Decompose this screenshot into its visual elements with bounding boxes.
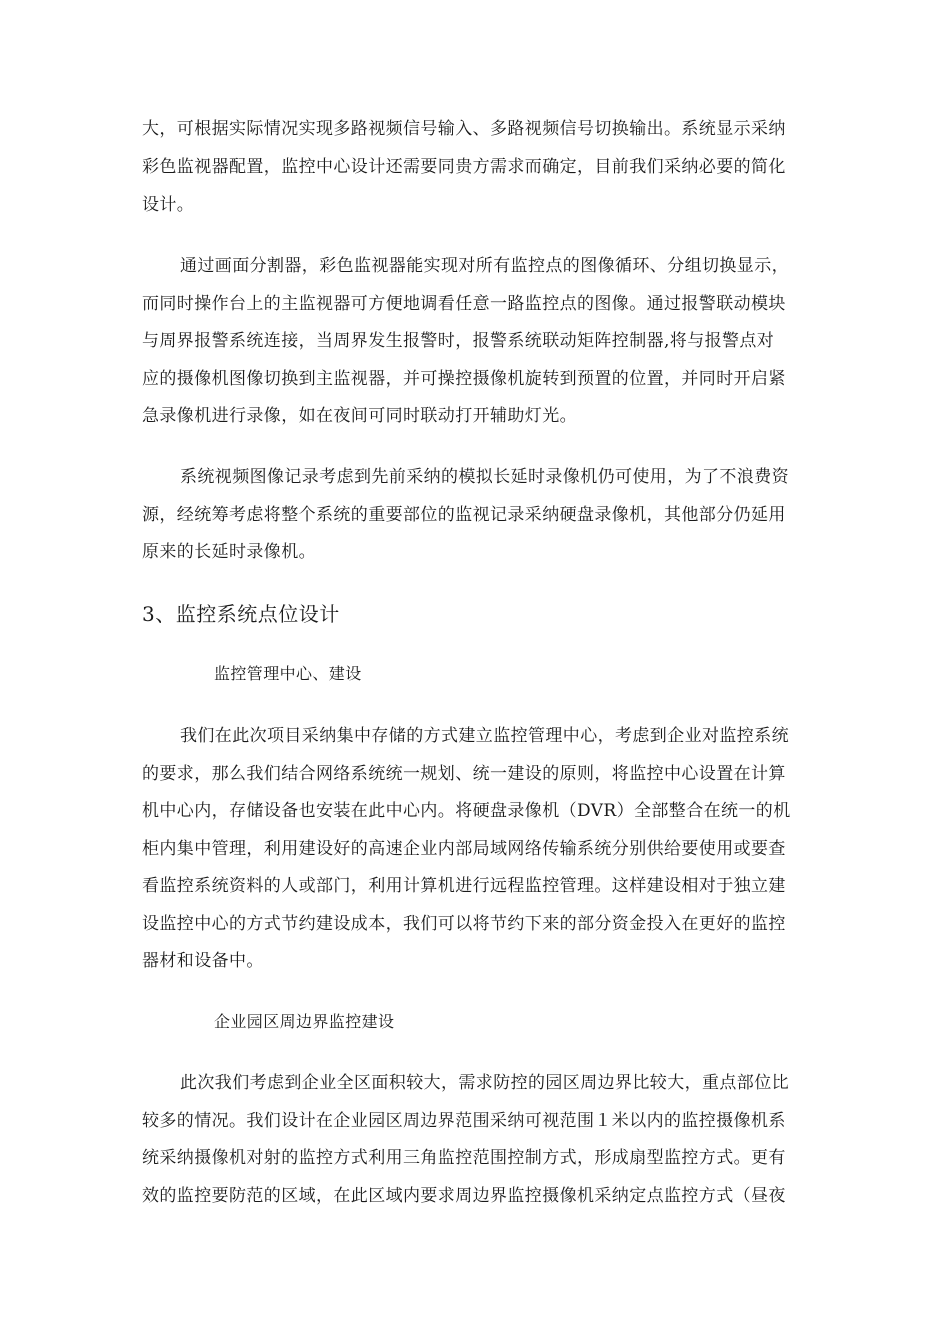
paragraph-4-line-7: 器材和设备中。 xyxy=(142,951,264,971)
paragraph-5-line-2: 较多的情况。我们设计在企业园区周边界范围采纳可视范围１米以内的监控摄像机系 xyxy=(142,1111,786,1131)
paragraph-4-line-5: 看监控系统资料的人或部门，利用计算机进行远程监控管理。这样建设相对于独立建 xyxy=(142,876,786,896)
paragraph-4-line-4: 柜内集中管理，利用建设好的高速企业内部局域网络传输系统分别供给要使用或要查 xyxy=(142,839,786,859)
paragraph-2-line-3: 与周界报警系统连接，当周界发生报警时，报警系统联动矩阵控制器,将与报警点对 xyxy=(142,331,775,351)
paragraph-1-line-2: 彩色监视器配置，监控中心设计还需要同贵方需求而确定，目前我们采纳必要的简化 xyxy=(142,157,786,177)
paragraph-2-line-1: 通过画面分割器，彩色监视器能实现对所有监控点的图像循环、分组切换显示， xyxy=(180,256,789,276)
subheading-perimeter-monitoring: 企业园区周边界监控建设 xyxy=(214,1012,395,1031)
paragraph-1-line-3: 设计。 xyxy=(142,195,195,215)
paragraph-4-line-3: 机中心内，存储设备也安装在此中心内。将硬盘录像机（DVR）全部整合在统一的机 xyxy=(142,801,791,821)
paragraph-4-line-1: 我们在此次项目采纳集中存储的方式建立监控管理中心，考虑到企业对监控系统 xyxy=(180,726,789,746)
paragraph-3-line-1: 系统视频图像记录考虑到先前采纳的模拟长延时录像机仍可使用，为了不浪费资 xyxy=(180,467,789,487)
paragraph-5-line-4: 效的监控要防范的区域，在此区域内要求周边界监控摄像机采纳定点监控方式（昼夜 xyxy=(142,1186,786,1206)
paragraph-2-line-2: 而同时操作台上的主监视器可方便地调看任意一路监控点的图像。通过报警联动模块 xyxy=(142,294,786,314)
paragraph-5-line-3: 统采纳摄像机对射的监控方式利用三角监控范围控制方式，形成扇型监控方式。更有 xyxy=(142,1148,786,1168)
paragraph-1-line-1: 大，可根据实际情况实现多路视频信号输入、多路视频信号切换输出。系统显示采纳 xyxy=(142,119,786,139)
subheading-monitoring-center: 监控管理中心、建设 xyxy=(214,664,362,683)
paragraph-4-line-2: 的要求，那么我们结合网络系统统一规划、统一建设的原则，将监控中心设置在计算 xyxy=(142,764,786,784)
paragraph-2-line-4: 应的摄像机图像切换到主监视器，并可操控摄像机旋转到预置的位置，并同时开启紧 xyxy=(142,369,786,389)
paragraph-2-line-5: 急录像机进行录像，如在夜间可同时联动打开辅助灯光。 xyxy=(142,406,577,426)
paragraph-3-line-2: 源，经统筹考虑将整个系统的重要部位的监视记录采纳硬盘录像机，其他部分仍延用 xyxy=(142,505,786,525)
paragraph-5-line-1: 此次我们考虑到企业全区面积较大，需求防控的园区周边界比较大，重点部位比 xyxy=(180,1073,789,1093)
section-heading: 3、监控系统点位设计 xyxy=(142,602,340,626)
paragraph-3-line-3: 原来的长延时录像机。 xyxy=(142,542,316,562)
paragraph-4-line-6: 设监控中心的方式节约建设成本，我们可以将节约下来的部分资金投入在更好的监控 xyxy=(142,914,786,934)
